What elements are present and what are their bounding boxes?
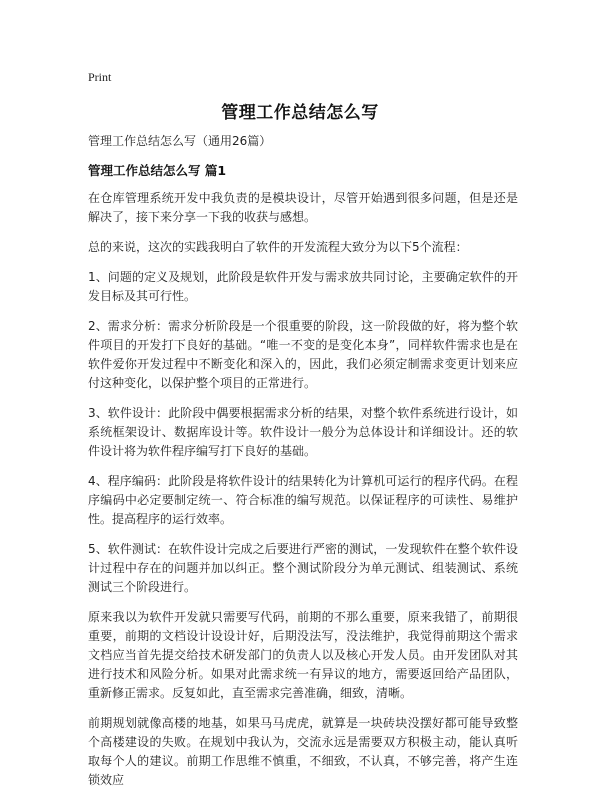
document-body bbox=[88, 132, 518, 801]
print-link[interactable]: Print bbox=[88, 70, 112, 84]
paragraph: 5、软件测试：在软件设计完成之后要进行严密的测试，一发现软件在整个软件设计过程中存在的问题并加以纠正。整个测试阶段分为单元测试、组装测试、系统测试三个阶段进行。 bbox=[88, 542, 518, 594]
document-subtitle: 管理工作总结怎么写（通用26篇） bbox=[88, 134, 272, 148]
paragraph: 原来我以为软件开发就只需要写代码，前期的不那么重要，原来我错了，前期很重要，前期的文档设计设设计好，后期没法写，没法维护，我觉得前期这个需求文档应当首先提交给技术研发部门的负责人以及核心开发人员。由开发团队对其进行技术和风险分析。如果对此需求统一有异议的地方，需要返回给产品团队，重新修正需求。反复如此，直至需求完善准确，细致，清晰。 bbox=[88, 610, 518, 700]
paragraph: 2、需求分析：需求分析阶段是一个很重要的阶段，这一阶段做的好，将为整个软件项目的开发打下良好的基础。“唯一不变的是变化本身”，同样软件需求也是在软件爱你开发过程中不断变化和深入的，因此，我们必须定制需求变更计划来应付这种变化，以保护整个项目的正常进行。 bbox=[88, 319, 518, 390]
paragraph: 4、程序编码：此阶段是将软件设计的结果转化为计算机可运行的程序代码。在程序编码中必定要制定统一、符合标准的编写规范。以保证程序的可读性、易维护性。提高程序的运行效率。 bbox=[88, 474, 518, 526]
paragraph: 总的来说，这次的实践我明白了软件的开发流程大致分为以下5个流程： bbox=[88, 240, 468, 254]
section-heading: 管理工作总结怎么写 篇1 bbox=[88, 163, 227, 178]
page-title: 管理工作总结怎么写 bbox=[221, 103, 379, 123]
paragraph: 1、问题的定义及规划，此阶段是软件开发与需求放共同讨论，主要确定软件的开发目标及其可行性。 bbox=[88, 270, 518, 303]
paragraph: 在仓库管理系统开发中我负责的是模块设计，尽管开始遇到很多问题，但是还是解决了，接下来分享一下我的收获与感想。 bbox=[88, 191, 518, 224]
paragraph: 3、软件设计：此阶段中偶要根据需求分析的结果，对整个软件系统进行设计，如系统框架设计、数据库设计等。软件设计一般分为总体设计和详细设计。还的软件设计将为软件程序编写打下良好的基础。 bbox=[88, 406, 518, 458]
paragraph: 前期规划就像高楼的地基，如果马马虎虎，就算是一块砖块没摆好都可能导致整个高楼建设的失败。在规划中我认为，交流永远是需要双方积极主动，能认真听取每个人的建议。前期工作思维不慎重，不细致，不认真，不够完善，将产生连锁效应 bbox=[88, 716, 518, 787]
